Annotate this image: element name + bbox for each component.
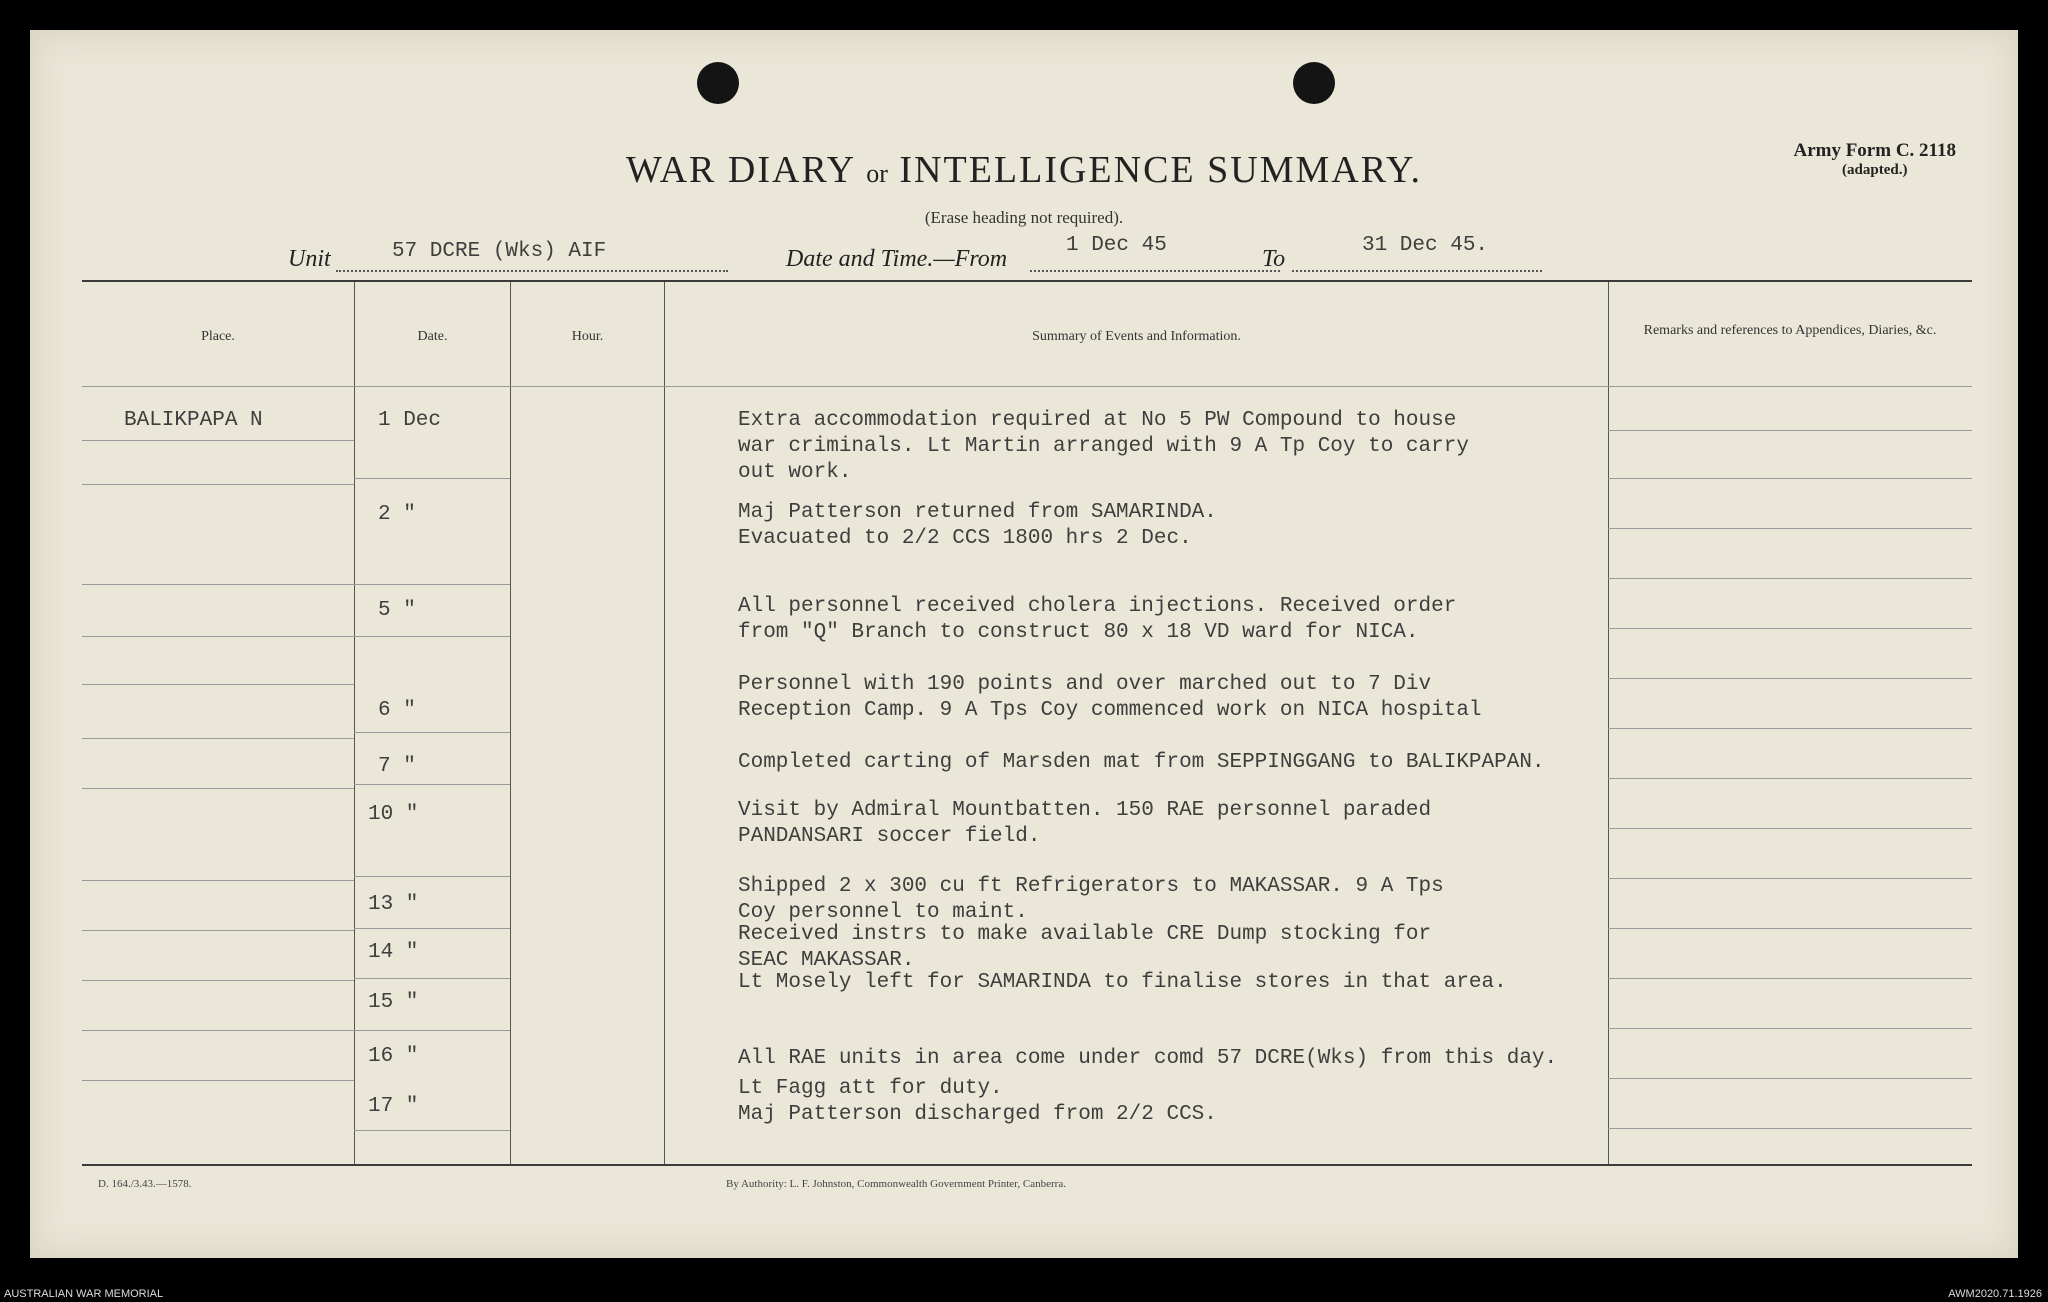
entry-summary: Lt Mosely left for SAMARINDA to finalise stores in that area. xyxy=(738,971,1507,994)
entry-summary: Lt Fagg att for duty. Maj Patterson discharged from 2/2 CCS. xyxy=(738,1077,1217,1126)
date-rule xyxy=(354,784,510,785)
date-rule xyxy=(354,928,510,929)
entry-date: 14 " xyxy=(368,941,419,964)
entry-summary: All RAE units in area come under comd 57 DCRE(Wks) from this day. xyxy=(738,1047,1558,1070)
entry-summary: Shipped 2 x 300 cu ft Refrigerators to MAKASSAR. 9 A Tps Coy personnel to maint. xyxy=(738,875,1444,924)
entry-date: 17 " xyxy=(368,1095,419,1118)
remarks-rule xyxy=(1608,430,1972,431)
entry-summary: Personnel with 190 points and over marched out to 7 Div Reception Camp. 9 A Tps Coy commenced work on NICA hospital xyxy=(738,673,1482,722)
entry-summary: Extra accommodation required at No 5 PW Compound to house war criminals. Lt Martin arranged with 9 A Tp Coy to carry out work. xyxy=(738,409,1469,484)
unit-value: 57 DCRE (Wks) AIF xyxy=(392,240,607,263)
place-rule xyxy=(82,980,354,981)
column-header-place: Place. xyxy=(201,329,235,344)
entry-summary: All personnel received cholera injections. Received order from "Q" Branch to construct 80 x 18 VD ward for NICA. xyxy=(738,595,1457,644)
column-divider xyxy=(664,282,665,1164)
remarks-rule xyxy=(1608,578,1972,579)
date-rule xyxy=(354,1130,510,1131)
place-rule xyxy=(82,440,354,441)
header-rule xyxy=(82,386,1972,387)
remarks-rule xyxy=(1608,928,1972,929)
date-rule xyxy=(354,978,510,979)
place-rule xyxy=(82,684,354,685)
from-value: 1 Dec 45 xyxy=(1066,234,1167,257)
entry-summary: Received instrs to make available CRE Dump stocking for SEAC MAKASSAR. xyxy=(738,923,1432,972)
entry-date: 13 " xyxy=(368,893,419,916)
entry-date: 16 " xyxy=(368,1045,419,1068)
remarks-rule xyxy=(1608,728,1972,729)
unit-dotted-line xyxy=(336,270,728,272)
remarks-rule xyxy=(1608,1078,1972,1079)
remarks-rule xyxy=(1608,978,1972,979)
entry-place: BALIKPAPA N xyxy=(124,409,263,432)
date-time-label: Date and Time.—From xyxy=(786,246,1008,272)
entry-date: 1 Dec xyxy=(378,409,442,432)
entry-summary: Maj Patterson returned from SAMARINDA. Evacuated to 2/2 CCS 1800 hrs 2 Dec. xyxy=(738,501,1217,550)
punch-hole-right xyxy=(1293,62,1335,104)
diary-table xyxy=(82,280,1972,1166)
place-rule xyxy=(82,788,354,789)
remarks-rule xyxy=(1608,778,1972,779)
place-rule xyxy=(82,930,354,931)
unit-label: Unit xyxy=(288,246,331,272)
entry-date: 6 " xyxy=(378,699,416,722)
archive-caption-right: AWM2020.71.1926 xyxy=(1948,1288,2042,1300)
from-dotted-line xyxy=(1030,270,1280,272)
remarks-rule xyxy=(1608,628,1972,629)
entry-date: 7 " xyxy=(378,755,416,778)
column-header-remarks: Remarks and references to Appendices, Diaries, &c. xyxy=(1643,323,1937,338)
table-top-border xyxy=(82,280,1972,282)
date-rule xyxy=(354,636,510,637)
place-rule xyxy=(82,1080,354,1081)
column-header-summary: Summary of Events and Information. xyxy=(1032,329,1241,344)
column-header-hour: Hour. xyxy=(571,329,604,344)
place-rule xyxy=(82,484,354,485)
war-diary-form xyxy=(30,30,2018,1258)
entry-date: 10 " xyxy=(368,803,419,826)
remarks-rule xyxy=(1608,878,1972,879)
entry-date: 15 " xyxy=(368,991,419,1014)
entry-date: 2 " xyxy=(378,503,416,526)
place-rule xyxy=(82,636,354,637)
printer-code: D. 164./3.43.—1578. xyxy=(98,1178,192,1190)
column-divider xyxy=(510,282,511,1164)
printer-authority: By Authority: L. F. Johnston, Commonwealth Government Printer, Canberra. xyxy=(726,1178,1066,1190)
punch-hole-left xyxy=(697,62,739,104)
to-value: 31 Dec 45. xyxy=(1362,234,1489,257)
place-rule xyxy=(82,1030,354,1031)
place-rule xyxy=(82,880,354,881)
table-bottom-border xyxy=(82,1164,1972,1166)
entry-date: 5 " xyxy=(378,599,416,622)
entry-summary: Visit by Admiral Mountbatten. 150 RAE personnel paraded PANDANSARI soccer field. xyxy=(738,799,1432,848)
remarks-rule xyxy=(1608,1128,1972,1129)
place-rule xyxy=(82,584,354,585)
date-rule xyxy=(354,876,510,877)
place-rule xyxy=(82,738,354,739)
form-subtitle: (Erase heading not required). xyxy=(924,208,1124,227)
date-rule xyxy=(354,732,510,733)
remarks-rule xyxy=(1608,828,1972,829)
date-rule xyxy=(354,478,510,479)
date-rule xyxy=(354,1030,510,1031)
column-divider xyxy=(354,282,355,1164)
remarks-rule xyxy=(1608,478,1972,479)
column-divider xyxy=(1608,282,1609,1164)
remarks-rule xyxy=(1608,528,1972,529)
column-header-date: Date. xyxy=(417,329,448,344)
date-rule xyxy=(354,584,510,585)
entry-summary: Completed carting of Marsden mat from SEPPINGGANG to BALIKPAPAN. xyxy=(738,751,1545,774)
form-title: WAR DIARY or INTELLIGENCE SUMMARY. xyxy=(625,149,1423,191)
remarks-rule xyxy=(1608,678,1972,679)
to-dotted-line xyxy=(1292,270,1542,272)
army-form-label: Army Form C. 2118 (adapted.) xyxy=(1793,140,1956,178)
remarks-rule xyxy=(1608,1028,1972,1029)
archive-caption-left: AUSTRALIAN WAR MEMORIAL xyxy=(4,1288,164,1300)
to-label: To xyxy=(1262,246,1286,272)
